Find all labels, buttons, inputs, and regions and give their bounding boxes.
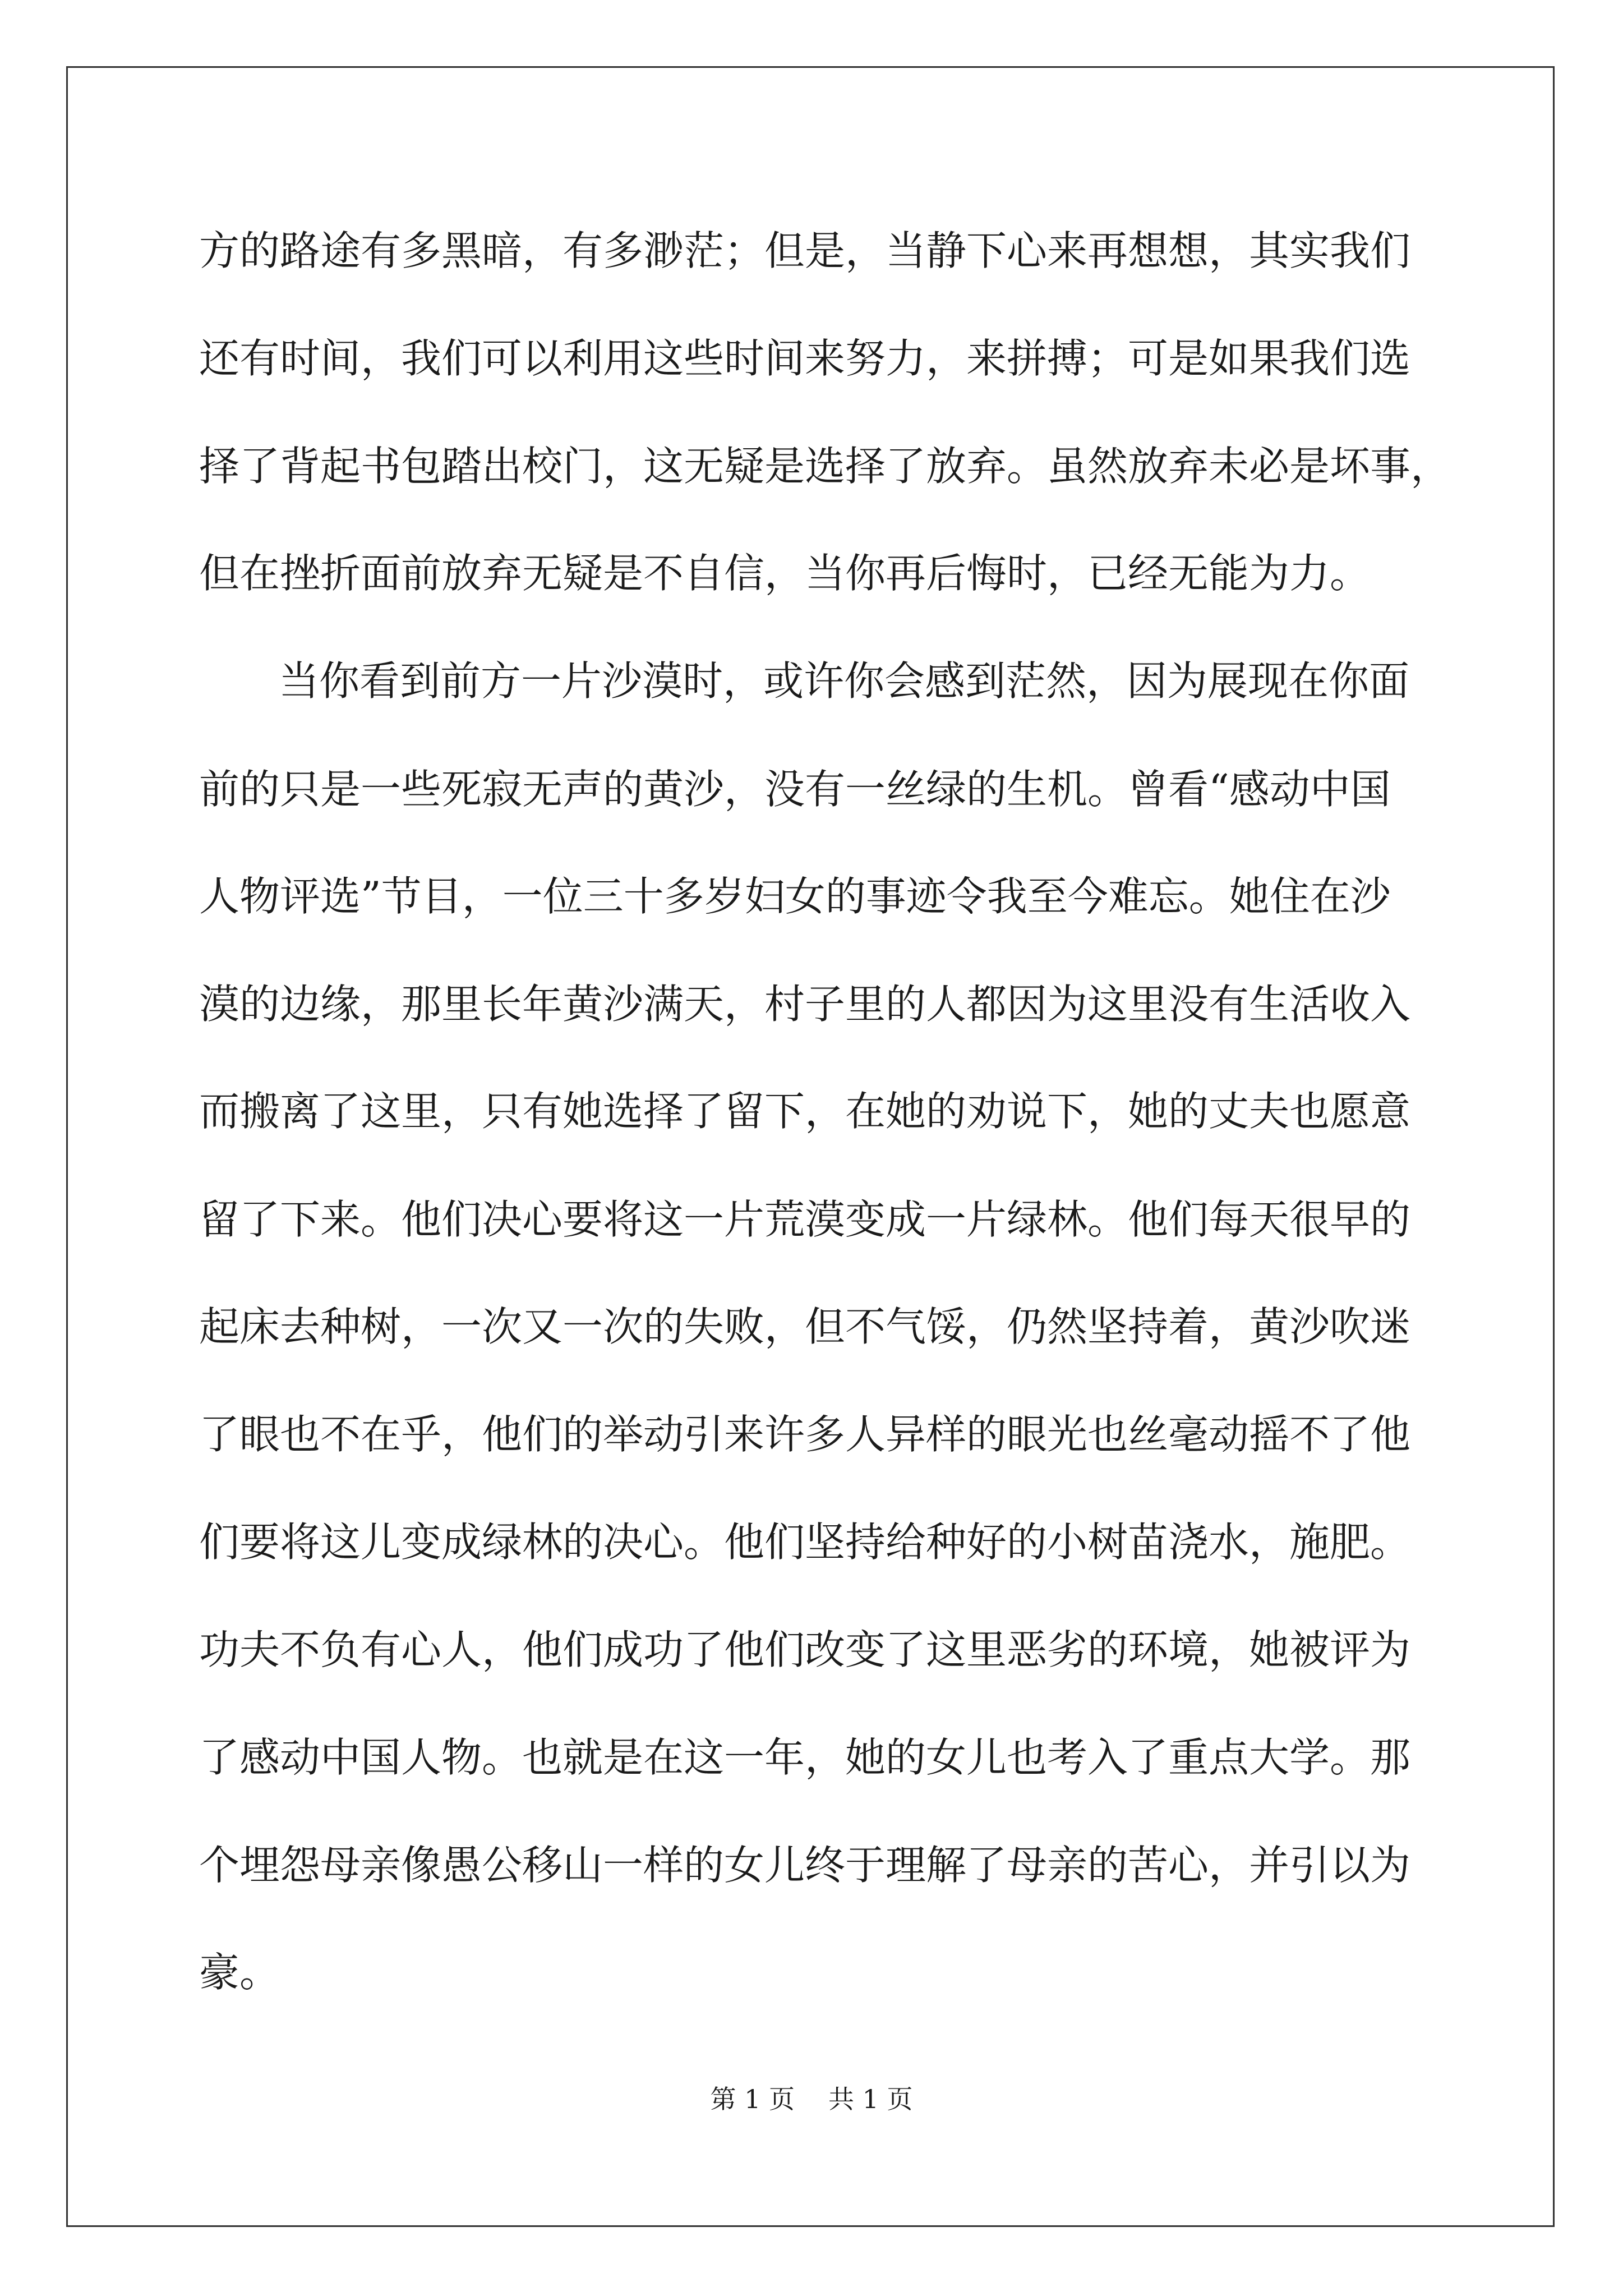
text-line: 择了背起书包踏出校门，这无疑是选择了放弃。虽然放弃未必是坏事，: [199, 443, 1451, 490]
page-frame: [66, 66, 1555, 2227]
text-line: 了眼也不在乎，他们的举动引来许多人异样的眼光也丝毫动摇不了他: [199, 1411, 1411, 1458]
text-line: 了感动中国人物。也就是在这一年，她的女儿也考入了重点大学。那: [199, 1734, 1411, 1781]
text-line: 起床去种树，一次又一次的失败，但不气馁，仍然坚持着，黄沙吹迷: [199, 1303, 1411, 1350]
text-line: 留了下来。他们决心要将这一片荒漠变成一片绿林。他们每天很早的: [199, 1196, 1411, 1243]
text-line: 个埋怨母亲像愚公移山一样的女儿终于理解了母亲的苦心，并引以为: [199, 1842, 1411, 1889]
text-line: 方的路途有多黑暗，有多渺茫；但是，当静下心来再想想，其实我们: [199, 227, 1411, 274]
page-total: 共 1 页: [828, 2084, 913, 2114]
text-line: 而搬离了这里，只有她选择了留下，在她的劝说下，她的丈夫也愿意: [199, 1088, 1411, 1135]
text-line: 人物评选”节目，一位三十多岁妇女的事迹令我至今难忘。她住在沙: [199, 873, 1391, 920]
text-line: 漠的边缘，那里长年黄沙满天，村子里的人都因为这里没有生活收入: [199, 981, 1411, 1028]
page-footer: [0, 2082, 1623, 2116]
text-line: 还有时间，我们可以利用这些时间来努力，来拼搏；可是如果我们选: [199, 335, 1411, 382]
text-line: 功夫不负有心人，他们成功了他们改变了这里恶劣的环境，她被评为: [199, 1626, 1411, 1673]
text-line: 但在挫折面前放弃无疑是不自信，当你再后悔时，已经无能为力。: [199, 550, 1371, 597]
page-number: 第 1 页: [710, 2084, 795, 2114]
paragraph-first-line: 当你看到前方一片沙漠时，或许你会感到茫然，因为展现在你面: [279, 657, 1410, 705]
text-line: 前的只是一些死寂无声的黄沙，没有一丝绿的生机。曾看“感动中国: [199, 766, 1391, 813]
text-line: 豪。: [199, 1949, 280, 1996]
text-line: 们要将这儿变成绿林的决心。他们坚持给种好的小树苗浇水，施肥。: [199, 1519, 1411, 1566]
